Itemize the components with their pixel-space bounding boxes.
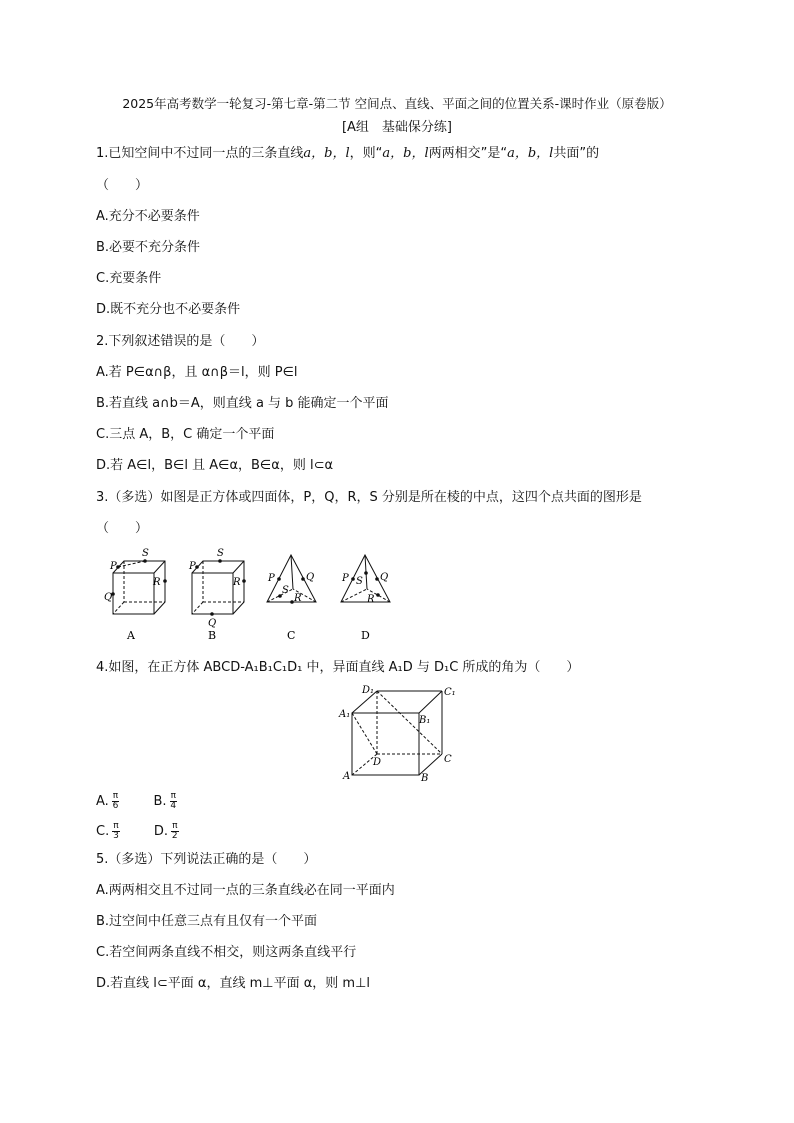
q4-label-a: A [343, 771, 351, 782]
q3-c-label-q: Q [306, 572, 315, 583]
q5-option-b: B.过空间中任意三点有且仅有一个平面 [96, 914, 318, 929]
q2-stem: 2.下列叙述错误的是（ ） [96, 334, 265, 349]
q4-option-b-fraction: $\frac{\pi}{4}$ [170, 791, 177, 811]
q4-label-d: D [373, 757, 382, 768]
q3-d-label-p: P [342, 573, 349, 584]
q5-stem: 5.（多选）下列说法正确的是（ ） [96, 852, 317, 867]
q3-d-label-r: R [367, 594, 375, 605]
q4-label-b1: B₁ [419, 715, 431, 726]
q3-c-label-r: R [294, 593, 302, 604]
q3-c-label-s: S [282, 585, 289, 596]
q4-option-d-fraction: $\frac{\pi}{2}$ [171, 821, 178, 841]
q4-label-c: C [444, 754, 452, 765]
q1-stem-part4: 共面”的 [553, 146, 600, 161]
q4-label-b: B [421, 773, 429, 784]
q1-vars1: a，b，l [303, 146, 350, 161]
q5-option-d: D.若直线 l⊂平面 α，直线 m⊥平面 α，则 m⊥l [96, 976, 371, 991]
q4-option-a-label: A. [96, 794, 109, 809]
q2-option-b: B.若直线 a∩b＝A，则直线 a 与 b 能确定一个平面 [96, 396, 389, 411]
group-heading: [A组 基础保分练] [341, 120, 453, 135]
q3-b-label-p: P [189, 561, 196, 572]
q4-options-row-1 [96, 792, 177, 811]
q1-stem-part3: 两两相交”是“ [428, 146, 508, 161]
q4-label-a1: A₁ [339, 709, 351, 720]
q3-figure-a-caption: A [127, 629, 135, 642]
q3-a-label-p: P [110, 561, 117, 572]
q3-figures [96, 543, 396, 645]
q1-vars3: a，b，l [507, 146, 554, 161]
q5-option-a: A.两两相交且不过同一点的三条直线必在同一平面内 [96, 883, 395, 898]
q1-option-c: C.充要条件 [96, 271, 162, 286]
q4-label-c1: C₁ [444, 687, 456, 698]
q1-stem-part1: 1.已知空间中不过同一点的三条直线 [96, 146, 304, 161]
q4-option-c-fraction: $\frac{\pi}{3}$ [113, 821, 119, 841]
q1-vars2: a，b，l [382, 146, 429, 161]
q3-a-label-s: S [142, 548, 149, 559]
q3-b-label-r: R [233, 577, 241, 588]
q3-figure-b-caption: B [208, 629, 217, 642]
q2-option-c: C.三点 A，B，C 确定一个平面 [96, 427, 275, 442]
q4-option-d-label: D. [153, 824, 169, 839]
q4-label-d1: D₁ [362, 685, 375, 696]
q4-options-row-2 [96, 822, 179, 841]
q3-d-label-q: Q [380, 572, 389, 583]
q4-option-c-label: C. [96, 824, 110, 839]
q2-option-d: D.若 A∈l，B∈l 且 A∈α，B∈α，则 l⊂α [96, 458, 334, 473]
q1-stem [96, 146, 599, 162]
q3-a-label-r: R [153, 577, 161, 588]
q3-b-label-q: Q [208, 618, 217, 629]
q1-option-a: A.充分不必要条件 [96, 209, 200, 224]
q3-figure-c-caption: C [287, 629, 296, 642]
q3-a-label-q: Q [104, 592, 113, 603]
q3-b-label-s: S [217, 548, 224, 559]
q4-cube-figure [338, 682, 458, 784]
q1-option-d: D.既不充分也不必要条件 [96, 302, 241, 317]
q3-paren: （ ） [96, 521, 149, 536]
q1-paren: （ ） [96, 178, 149, 193]
q3-stem: 3.（多选）如图是正方体或四面体，P，Q，R，S 分别是所在棱的中点，这四个点共面的图形是 [96, 490, 642, 505]
q2-option-a: A.若 P∈α∩β，且 α∩β＝l，则 P∈l [96, 365, 298, 380]
q3-figure-d-caption: D [361, 629, 370, 642]
q4-option-a-fraction: $\frac{\pi}{6}$ [112, 791, 119, 811]
q5-option-c: C.若空间两条直线不相交，则这两条直线平行 [96, 945, 357, 960]
q3-c-label-p: P [268, 573, 275, 584]
q4-stem: 4.如图，在正方体 ABCD-A₁B₁C₁D₁ 中，异面直线 A₁D 与 D₁C 所成的角为（ ） [96, 660, 580, 675]
q4-option-b-label: B. [153, 794, 167, 809]
q1-stem-part2: ，则“ [349, 146, 383, 161]
document-title: 2025年高考数学一轮复习-第七章-第二节 空间点、直线、平面之间的位置关系-课时作业（原卷版） [122, 96, 672, 111]
q1-option-b: B.必要不充分条件 [96, 240, 201, 255]
q3-d-label-s: S [356, 576, 363, 587]
